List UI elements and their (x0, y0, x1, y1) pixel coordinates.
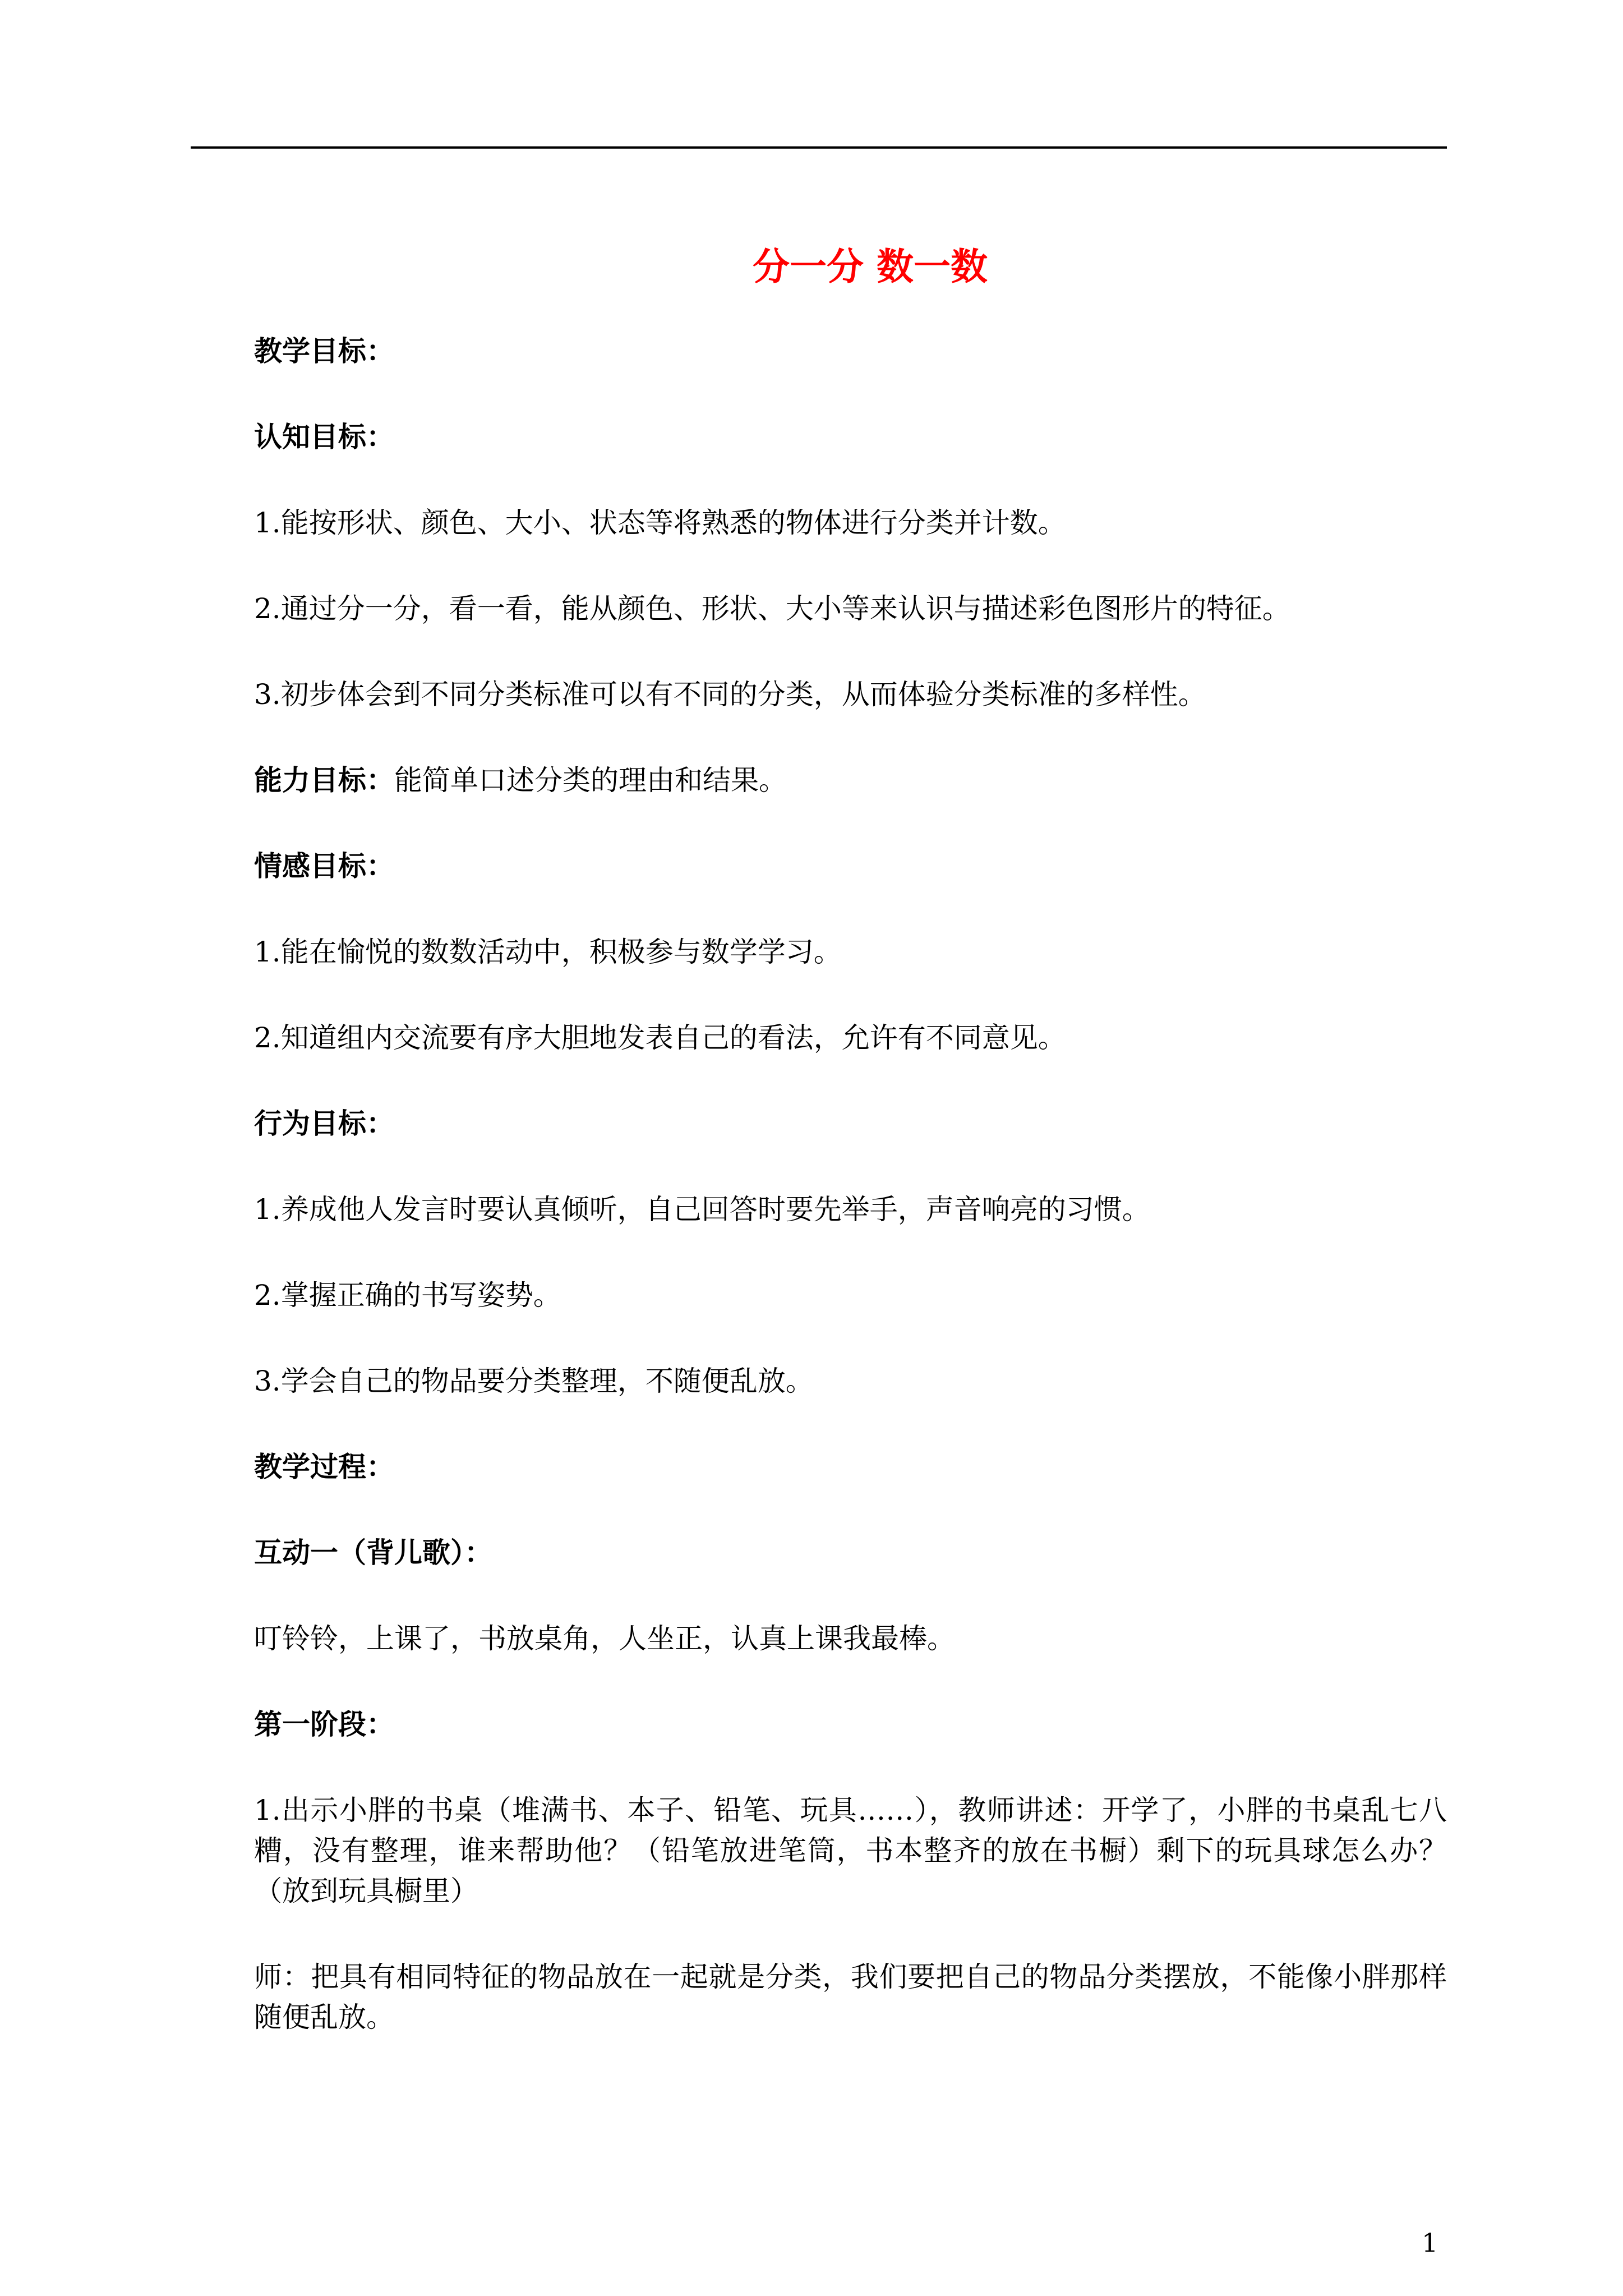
heading-teaching-goals: 教学目标： (254, 334, 394, 367)
ability-goal-label: 能力目标： (254, 763, 394, 797)
heading-cognitive-goals: 认知目标： (254, 420, 394, 453)
ability-goal-text: 能简单口述分类的理由和结果。 (394, 764, 787, 797)
heading-interaction-one: 互动一（背儿歌）： (254, 1536, 492, 1569)
goal-item: 3.初步体会到不同分类标准可以有不同的分类，从而体验分类标准的多样性。 (254, 678, 1206, 711)
heading-teaching-process: 教学过程： (254, 1450, 394, 1483)
heading-stage-one: 第一阶段： (254, 1708, 394, 1741)
ability-goal-line (254, 760, 1447, 800)
teacher-paragraph: 师：把具有相同特征的物品放在一起就是分类，我们要把自己的物品分类摆放，不能像小胖那样随便乱放。 (254, 1961, 1447, 2033)
document-title: 分一分 数一数 (753, 245, 988, 288)
heading-behavior-goals: 行为目标： (254, 1107, 394, 1140)
goal-item: 2.知道组内交流要有序大胆地发表自己的看法，允许有不同意见。 (254, 1022, 1066, 1054)
goal-item: 1.能在愉悦的数数活动中，积极参与数学学习。 (254, 936, 842, 968)
stage-one-paragraph: 1.出示小胖的书桌（堆满书、本子、铅笔、玩具……），教师讲述：开学了，小胖的书桌乱七八糟，没有整理，谁来帮助他？（铅笔放进笔筒，书本整齐的放在书橱）剩下的玩具球怎么办？（放到玩具橱里） (254, 1794, 1447, 1907)
goal-item: 2.掌握正确的书写姿势。 (254, 1279, 561, 1312)
nursery-rhyme: 叮铃铃，上课了，书放桌角，人坐正，认真上课我最棒。 (254, 1622, 955, 1655)
goal-item: 1.养成他人发言时要认真倾听，自己回答时要先举手，声音响亮的习惯。 (254, 1193, 1150, 1226)
goal-item: 1.能按形状、颜色、大小、状态等将熟悉的物体进行分类并计数。 (254, 507, 1066, 539)
header-rule (191, 146, 1447, 149)
heading-emotional-goals: 情感目标： (254, 849, 394, 882)
document-body (254, 236, 1447, 2083)
page-number: 1 (1422, 2228, 1438, 2258)
goal-item: 2.通过分一分，看一看，能从颜色、形状、大小等来认识与描述彩色图形片的特征。 (254, 592, 1290, 625)
goal-item: 3.学会自己的物品要分类整理，不随便乱放。 (254, 1365, 814, 1397)
